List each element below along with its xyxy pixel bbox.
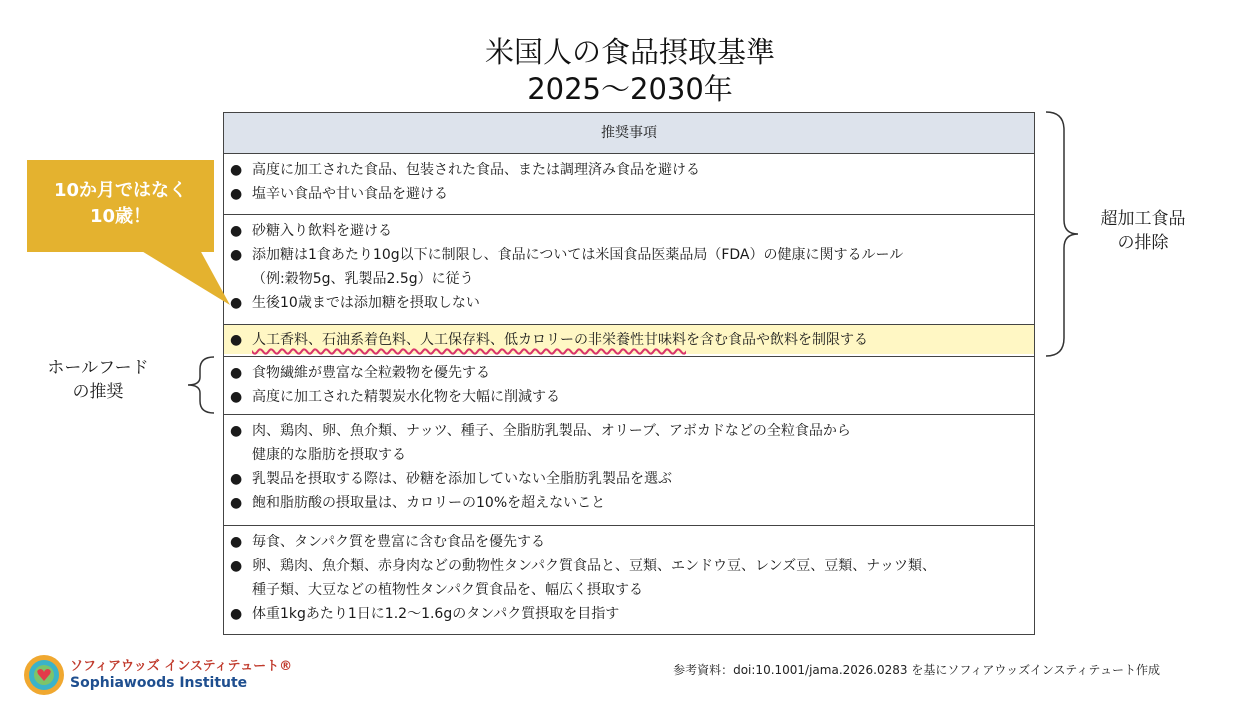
table-section-5 [224,415,1034,526]
recommendations-table [223,112,1035,635]
table-section-6 [224,526,1034,634]
bullet-icon: ● [230,606,243,622]
highlighted-item: ● 人工香料、石油系着色料、人工保存料、低カロリーの非栄養性甘味料を含む食品や飲料を制限する [224,325,1034,354]
left-label-line-2: の推奨 [72,382,124,402]
list-item: ● 卵、鶏肉、魚介類、赤身肉などの動物性タンパク質食品と、豆類、エンドウ豆、レンズ豆、豆類、ナッツ類、 [230,554,1026,578]
bullet-icon: ● [230,247,243,263]
right-brace-icon [1044,110,1084,358]
bullet-icon: ● [230,471,243,487]
callout-box [27,160,214,252]
table-section-2 [224,215,1034,325]
bullet-icon: ● [230,162,243,178]
table-header: 推奨事項 [224,113,1034,154]
table-section-3-highlighted [224,325,1034,357]
right-label-line-2: の排除 [1117,233,1169,253]
list-item-continuation: 種子類、大豆などの植物性タンパク質食品を、幅広く摂取する [252,582,644,598]
list-item-continuation: （例:穀物5g、乳製品2.5g）に従う [252,271,474,287]
callout-pointer [130,250,240,310]
list-item: ● 飽和脂肪酸の摂取量は、カロリーの10%を超えないこと [230,491,1026,515]
list-item: ● 高度に加工された食品、包装された食品、または調理済み食品を避ける [230,158,1026,182]
right-label-line-1: 超加工食品 [1100,209,1186,229]
left-brace-icon [160,355,216,415]
logo-text [70,658,292,692]
bullet-icon: ● [230,389,243,405]
list-item: ● 肉、鶏肉、卵、魚介類、ナッツ、種子、全脂肪乳製品、オリーブ、アボカドなどの全粒食品から [230,419,1026,443]
list-item: ● 添加糖は1食あたり10g以下に制限し、食品については米国食品医薬品局（FDA）の健康に関するルール [230,243,1026,267]
bullet-icon: ● [230,332,243,348]
list-item: ● 生後10歳までは添加糖を摂取しない [230,291,1026,315]
table-section-4 [224,357,1034,415]
callout-line-1: 10か月ではなく [53,180,188,201]
callout-line-2: 10歳！ [89,206,152,227]
reference-note: 参考資料：doi:10.1001/jama.2026.0283 を基にソフィアウッズインスティテュート作成 [673,663,1160,677]
bullet-icon: ● [230,186,243,202]
list-item: ● 毎食、タンパク質を豊富に含む食品を優先する [230,530,1026,554]
underlined-additives: 人工香料、石油系着色料、人工保存料、低カロリーの非栄養性甘味料 [252,332,686,348]
logo-text-jp: ソフィアウッズ インスティテュート® [70,659,293,674]
list-item-continuation: 健康的な脂肪を摂取する [252,447,406,463]
list-item: ● 高度に加工された精製炭水化物を大幅に削減する [230,385,1026,409]
bullet-icon: ● [230,365,243,381]
list-item: ● 食物繊維が豊富な全粒穀物を優先する [230,361,1026,385]
logo-text-en: Sophiawoods Institute [70,675,248,691]
bullet-icon: ● [230,295,243,311]
sophiawoods-logo-icon [23,654,65,696]
title-line-1: 米国人の食品摂取基準 [484,35,775,69]
page-title [0,34,1260,108]
list-item: ● 体重1kgあたり1日に1.2～1.6gのタンパク質摂取を目指す [230,602,1026,626]
table-section-1 [224,154,1034,215]
bullet-icon: ● [230,534,243,550]
bullet-icon: ● [230,558,243,574]
bullet-icon: ● [230,423,243,439]
list-item: ● 乳製品を摂取する際は、砂糖を添加していない全脂肪乳製品を選ぶ [230,467,1026,491]
left-label-line-1: ホールフード [47,358,149,378]
left-label [28,356,168,404]
bullet-icon: ● [230,223,243,239]
list-item: ● 塩辛い食品や甘い食品を避ける [230,182,1026,206]
bullet-icon: ● [230,495,243,511]
title-line-2: 2025～2030年 [527,72,733,106]
right-label [1088,207,1198,255]
list-item: ● 砂糖入り飲料を避ける [230,219,1026,243]
